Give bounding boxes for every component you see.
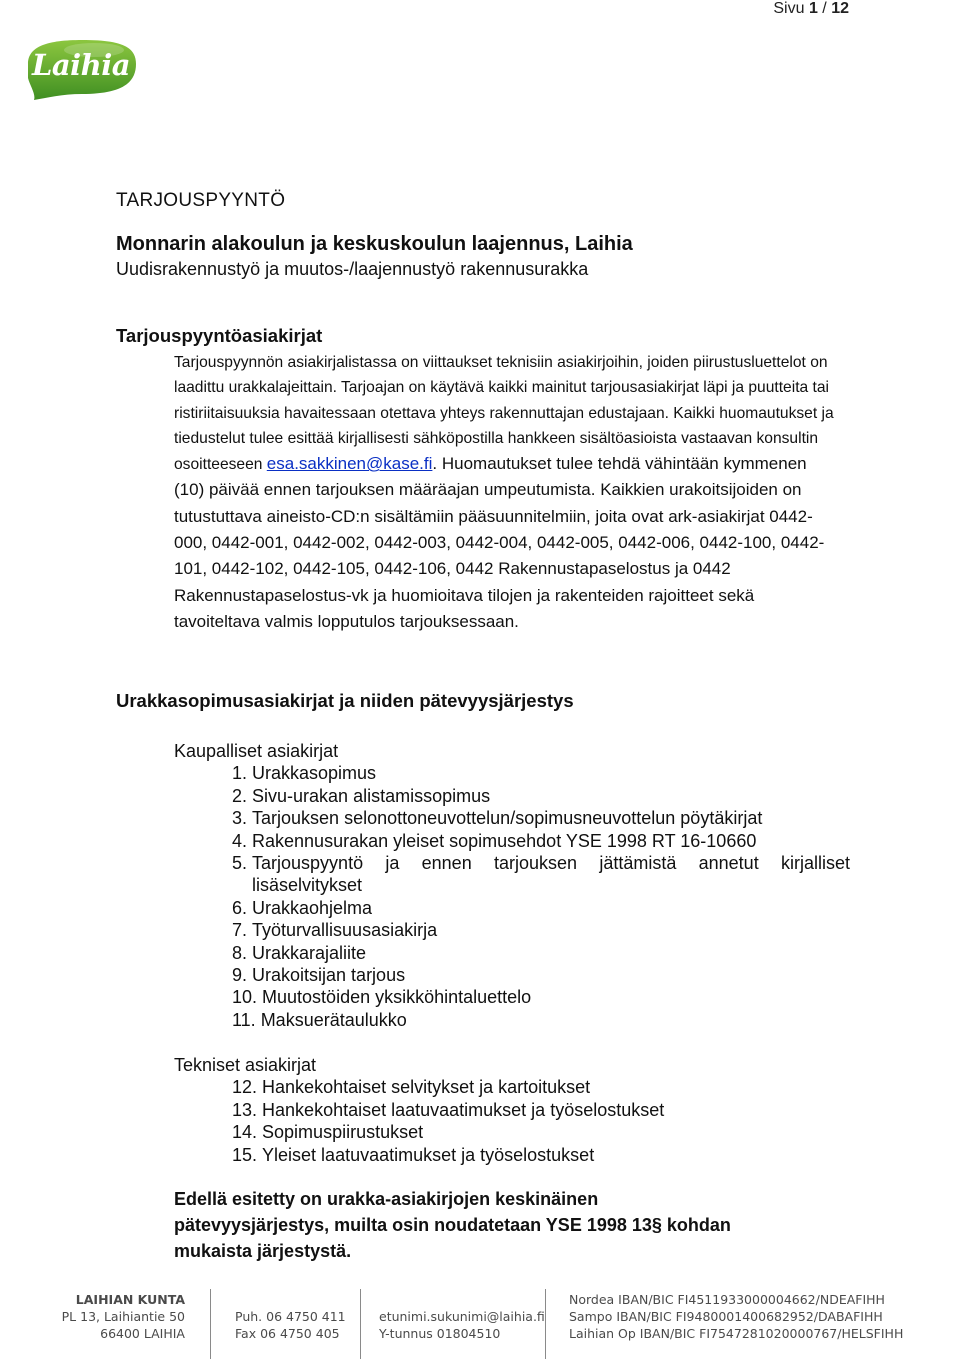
footer: [0, 1283, 960, 1362]
list-item: 10. Muutostöiden yksikköhintaluettelo: [232, 987, 532, 1008]
footer-phone: [235, 1308, 346, 1342]
list-item: 3. Tarjouksen selonottoneuvottelun/sopimusneuvottelun pöytäkirjat: [232, 808, 763, 829]
email-pattern: etunimi.sukunimi@laihia.fi: [379, 1309, 545, 1324]
list-item: 12. Hankekohtaiset selvitykset ja kartoitukset: [232, 1077, 591, 1098]
section-body-tender-documents: [174, 350, 839, 635]
footer-address: [40, 1291, 185, 1342]
bank-account-sampo: Sampo IBAN/BIC FI9480001400682952/DABAFIHH: [569, 1309, 883, 1324]
footer-divider: [360, 1289, 361, 1359]
bank-account-op: Laihian Op IBAN/BIC FI7547281020000767/HELSFIHH: [569, 1326, 904, 1341]
commercial-documents-list: [174, 762, 854, 1031]
list-item: 13. Hankekohtaiset laatuvaatimukset ja työselostukset: [232, 1099, 665, 1120]
page-separator: /: [822, 0, 827, 17]
document-subtitle: Uudisrakennustyö ja muutos-/laajennustyö rakennusurakka: [116, 259, 589, 279]
document-type: TARJOUSPYYNTÖ: [116, 190, 286, 211]
list-item: 6. Urakkaohjelma: [232, 897, 373, 918]
page-label: Sivu: [773, 0, 805, 17]
footer-divider: [210, 1289, 211, 1359]
page-number: [773, 0, 849, 18]
municipality-name: LAIHIAN KUNTA: [75, 1292, 185, 1307]
commercial-documents-group: [174, 740, 854, 1031]
list-item: 9. Urakoitsijan tarjous: [232, 965, 406, 986]
document-title: Monnarin alakoulun ja keskuskoulun laajennus, Laihia: [116, 233, 633, 255]
business-id: Y-tunnus 01804510: [379, 1326, 501, 1341]
list-item: 2. Sivu-urakan alistamissopimus: [232, 785, 491, 806]
technical-documents-list: [174, 1076, 854, 1166]
footer-bank-accounts: [569, 1291, 903, 1342]
body-text-part1: Tarjouspyynnön asiakirjalistassa on viittaukset teknisiin asiakirjoihin, joiden piirustusluettelot on laadittu urakkalajeittain. Tarjoajan on käytävä kaikki mainitut tarjousasiakirjat läpi ja puutteita tai ristiriitaisuuksia havaitessaan otettava yhteys rakennuttajan edustajaan. Kaikki huomautukset ja tiedustelut tulee esittää kirjallisesti sähköpostilla hankkeen sisältöasioista vastaavan konsultin osoitteeseen: [174, 354, 834, 474]
section-heading-tender-documents: Tarjouspyyntöasiakirjat: [116, 325, 323, 346]
list-item: 5. Tarjouspyyntö ja ennen tarjouksen jättämistä annetut kirjalliset lisäselvitykset: [232, 853, 850, 896]
section-heading-contract-documents: Urakkasopimusasiakirjat ja niiden pätevyysjärjestys: [116, 690, 574, 711]
phone-number: Puh. 06 4750 411: [235, 1309, 346, 1324]
fax-number: Fax 06 4750 405: [235, 1326, 340, 1341]
closing-statement: Edellä esitetty on urakka-asiakirjojen keskinäinen pätevyysjärjestys, muilta osin noudatetaan YSE 1998 13§ kohdan mukaista järjestystä.: [174, 1189, 731, 1261]
list-item: 11. Maksuerätaulukko: [232, 1009, 407, 1030]
list-item: 7. Työturvallisuusasiakirja: [232, 920, 438, 941]
technical-documents-group: [174, 1054, 854, 1166]
commercial-documents-title: Kaupalliset asiakirjat: [174, 741, 339, 761]
address-line-2: 66400 LAIHIA: [100, 1326, 185, 1341]
page-total: 12: [831, 0, 849, 17]
address-line-1: PL 13, Laihiantie 50: [61, 1309, 185, 1324]
list-item: 8. Urakkarajaliite: [232, 942, 367, 963]
footer-contact: [379, 1308, 545, 1342]
page-current: 1: [808, 0, 818, 17]
list-item: 4. Rakennusurakan yleiset sopimusehdot YSE 1998 RT 16-10660: [232, 830, 757, 851]
list-item: 15. Yleiset laatuvaatimukset ja työselostukset: [232, 1144, 595, 1165]
body-text-part2: . Huomautukset tulee tehdä vähintään kymmenen (10) päivää ennen tarjouksen määräajan umpeutumista. Kaikkien urakoitsijoiden on tutustuttava aineisto-CD:n sisältämiin pääsuunnitelmiin, joita ovat ark-asiakirjat 0442-000, 0442-001, 0442-002, 0442-003, 0442-004, 0442-005, 0442-006, 0442-100, 0442-101, 0442-102, 0442-105, 0442-106, 0442 Rakennustapaselostus ja 0442 Rakennustapaselostus-vk ja huomioitava tilojen ja rakenteiden rajoitteet sekä tavoiteltava valmis lopputulos tarjouksessaan.: [174, 454, 825, 631]
logo-text: Laihia: [31, 48, 131, 82]
technical-documents-title: Tekniset asiakirjat: [174, 1055, 317, 1075]
list-item: 1. Urakkasopimus: [232, 763, 377, 784]
list-item: 14. Sopimuspiirustukset: [232, 1122, 424, 1143]
footer-divider: [545, 1289, 546, 1359]
laihia-logo: [24, 38, 138, 102]
bank-account-nordea: Nordea IBAN/BIC FI4511933000004662/NDEAFIHH: [569, 1292, 885, 1307]
consultant-email-link[interactable]: esa.sakkinen@kase.fi: [266, 454, 433, 474]
